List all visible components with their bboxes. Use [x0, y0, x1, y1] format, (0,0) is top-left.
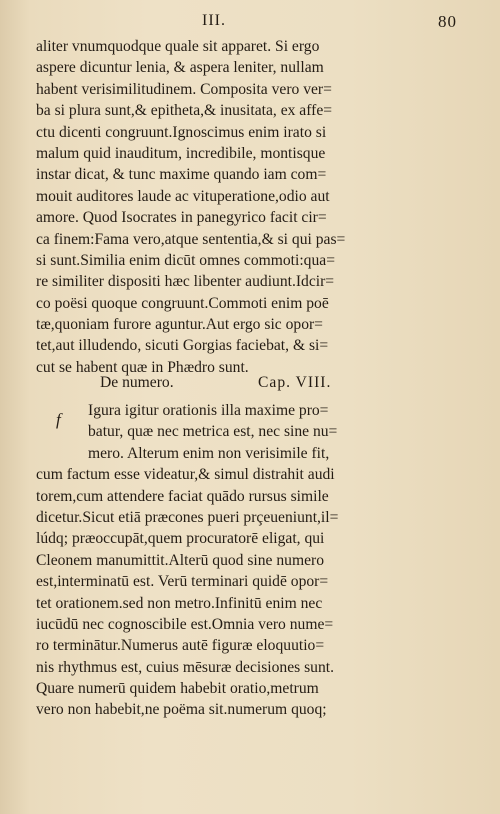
- chapter-number: Cap. VIII.: [258, 374, 332, 391]
- text-line: mouit auditores laude ac vituperatione,odio aut: [36, 187, 330, 205]
- text-line: tet,aut illudendo, sicuti Gorgias faciebat, & si=: [36, 337, 329, 355]
- text-block-before: [36, 36, 474, 378]
- text-line: si sunt.Similia enim dicūt omnes commoti:qua=: [36, 251, 335, 269]
- initial-letter: f: [56, 410, 61, 429]
- text-line: torem,cum attendere faciat quādo rursus simile: [36, 487, 329, 505]
- text-line: ca finem:Fama vero,atque sententia,& si qui pas=: [36, 230, 346, 248]
- text-line: aliter vnumquodque quale sit apparet. Si ergo: [36, 38, 320, 55]
- text-line: mero. Alterum enim non verisimile fit,: [88, 444, 330, 462]
- text-line: malum quid inauditum, incredibile, montisque: [36, 144, 326, 162]
- text-line: amore. Quod Isocrates in panegyrico facit cir=: [36, 209, 327, 227]
- running-header: [0, 10, 500, 34]
- text-line: co poësi quoque congruunt.Commoti enim poē: [36, 294, 329, 312]
- text-line: cut se habent quæ in Phædro sunt.: [36, 358, 249, 376]
- text-line: cum factum esse videatur,& simul distrahit audi: [36, 466, 335, 484]
- chapter-heading: [100, 374, 480, 396]
- text-line: Cleonem manumittit.Alterū quod sine numero: [36, 551, 325, 569]
- text-line: habent verisimilitudinem. Composita vero ver=: [36, 80, 332, 98]
- text-line: aspere dicuntur lenia, & aspera leniter, nullam: [36, 59, 324, 77]
- text-line: Quare numerū quidem habebit oratio,metrum: [36, 680, 319, 698]
- text-line: tæ,quoniam furore aguntur.Aut ergo sic opor=: [36, 316, 323, 334]
- text-block-after: [36, 400, 474, 721]
- text-line: dicetur.Sicut etiā præcones pueri prçeueniunt,il=: [36, 508, 339, 526]
- text-line: ctu dicenti congruunt.Ignoscimus enim irato si: [36, 123, 327, 141]
- text-line: ba si plura sunt,& epitheta,& inusitata, ex affe=: [36, 102, 333, 120]
- text-line: nis rhythmus est, cuius mēsuræ decisiones sunt.: [36, 658, 334, 676]
- page-number: 80: [438, 12, 457, 31]
- text-line: ro terminātur.Numerus autē figuræ eloquutio=: [36, 637, 325, 655]
- folio-roman: III.: [202, 12, 226, 29]
- text-line: Igura igitur orationis illa maxime pro=: [88, 402, 329, 419]
- text-line: re similiter dispositi hæc libenter audiunt.Idcir=: [36, 273, 335, 291]
- text-line: tet orationem.sed non metro.Infinitū enim nec: [36, 594, 323, 612]
- text-line: lúdq; præoccupāt,quem procuratorē eligat, qui: [36, 530, 325, 548]
- text-line: vero non habebit,ne poëma sit.numerum quoq;: [36, 701, 327, 719]
- text-line: batur, quæ nec metrica est, nec sine nu=: [88, 423, 338, 441]
- text-line: est,interminatū est. Verū terminari quidē opor=: [36, 573, 329, 591]
- chapter-title: De numero.: [100, 374, 174, 391]
- text-line: iucūdū nec cognoscibile est.Omnia vero nume=: [36, 615, 334, 633]
- text-line: instar dicat, & tunc maxime quando iam com=: [36, 166, 327, 184]
